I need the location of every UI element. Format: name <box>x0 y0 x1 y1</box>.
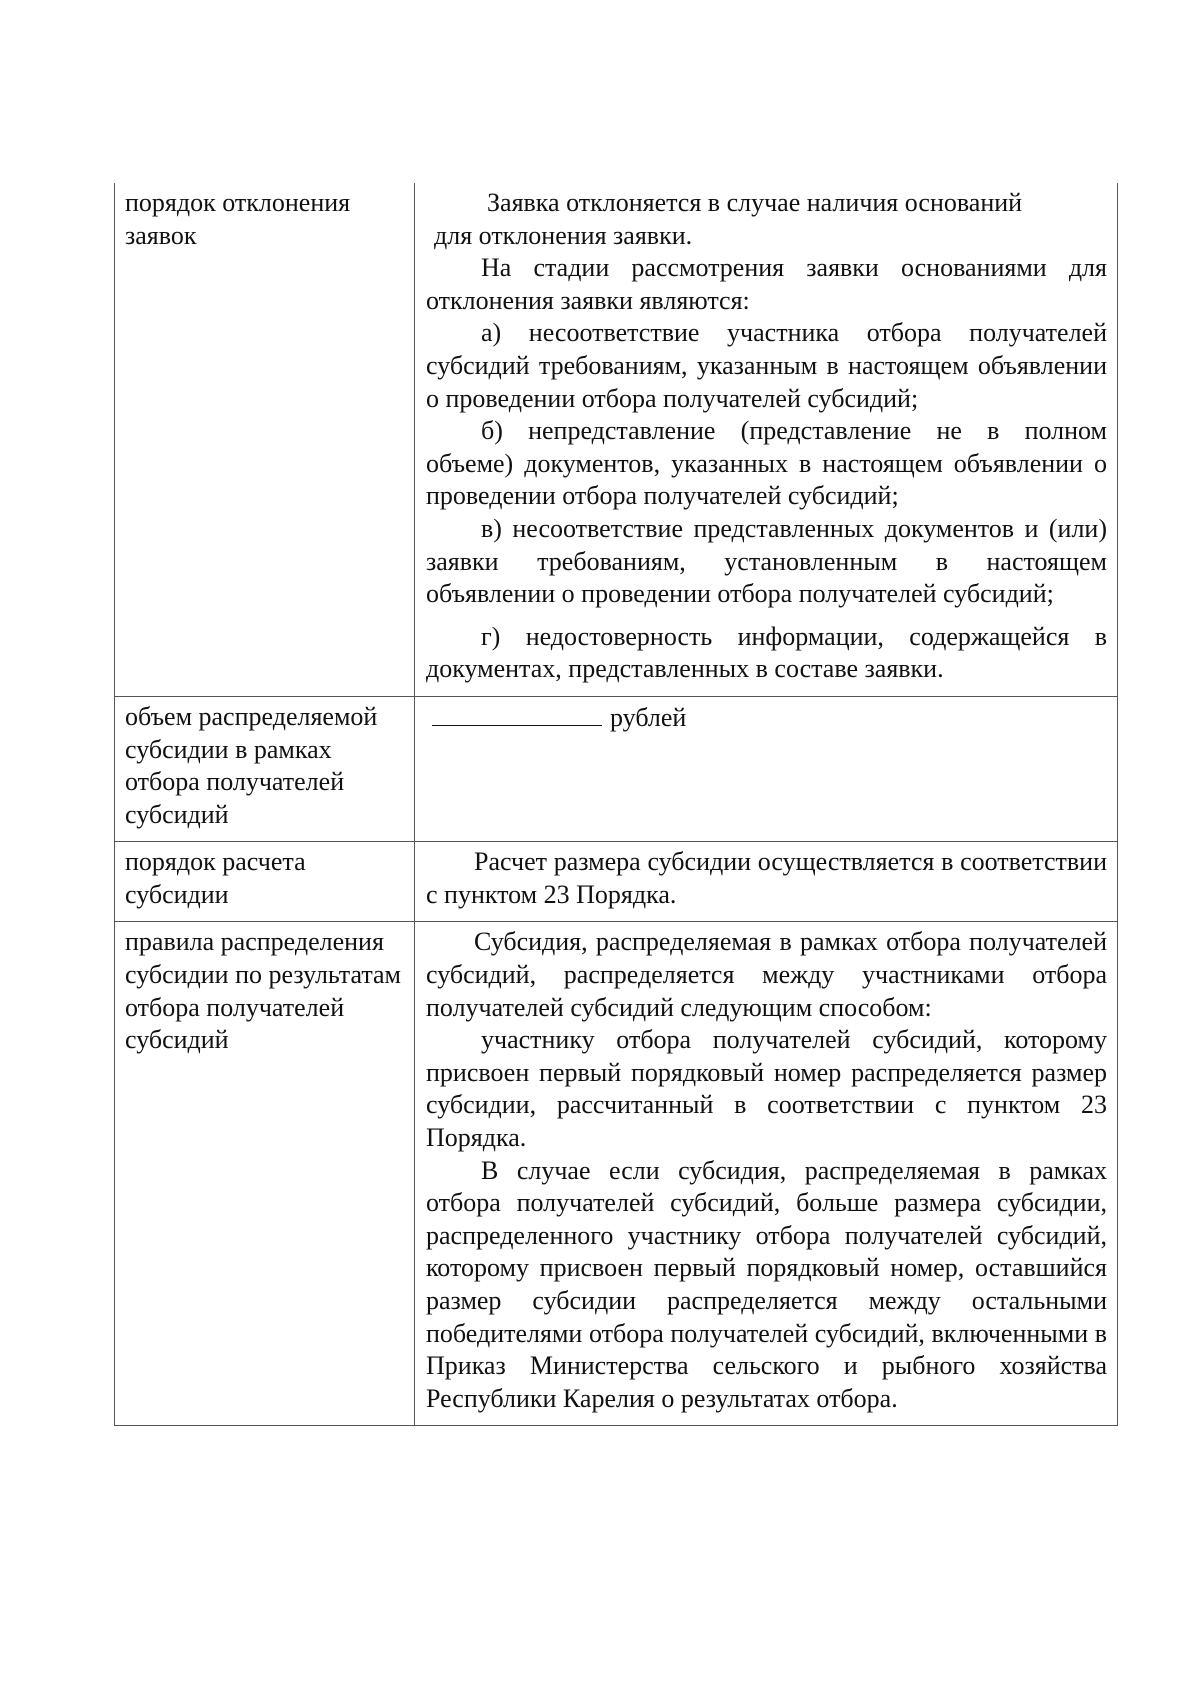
paragraph: На стадии рассмотрения заявки основаниями для отклонения заявки являются: <box>426 253 1107 315</box>
paragraph: Расчет размера субсидии осуществляется в соответствии с пунктом 23 Порядка. <box>426 847 1107 909</box>
row-label: объем распределяемой субсидии в рамках отбора получателей субсидий <box>115 696 415 841</box>
paragraph: б) непредставление (представление не в полном объеме) документов, указанных в настоящем объявлении о проведении отбора получателей субсидий; <box>426 416 1107 511</box>
amount-blank-line <box>432 701 602 726</box>
paragraph: а) несоответствие участника отбора получателей субсидий требованиям, указанным в настоящем объявлении о проведении отбора получателей субсидий; <box>426 318 1107 413</box>
row-content <box>415 842 1118 922</box>
paragraph: г) недостоверность информации, содержащейся в документах, представленных в составе заявки. <box>426 621 1107 684</box>
table-row-distribution <box>115 922 1118 1426</box>
row-label: правила распределения субсидии по результатам отбора получателей субсидий <box>115 922 415 1426</box>
paragraph: для отклонения заявки. <box>434 220 693 250</box>
table-row-calculation <box>115 842 1118 922</box>
paragraph: Заявка отклоняется в случае наличия оснований <box>487 188 1023 217</box>
paragraph: участнику отбора получателей субсидий, которому присвоен первый порядковый номер распределяется размер субсидии, рассчитанный в соответствии с пунктом 23 Порядка. <box>426 1025 1107 1153</box>
amount-unit: рублей <box>610 702 687 732</box>
paragraph: В случае если субсидия, распределяемая в рамках отбора получателей субсидий, больше размера субсидии, распределенного участнику отбора получателей субсидий, которому присвоен первый порядковый номер, оставшийся размер субсидии распределяется между остальными победителями отбора получателей субсидий, включенными в Приказ Министерства сельского и рыбного хозяйства Республики Карелия о результатах отбора. <box>426 1155 1107 1413</box>
table-row-rejection <box>115 183 1118 696</box>
document-table <box>114 183 1118 1426</box>
table-row-volume <box>115 696 1118 841</box>
row-content <box>415 183 1118 696</box>
row-content <box>415 922 1118 1426</box>
row-label: порядок расчета субсидии <box>115 842 415 922</box>
row-content <box>415 696 1118 841</box>
row-label: порядок отклонения заявок <box>115 183 415 696</box>
paragraph: Субсидия, распределяемая в рамках отбора получателей субсидий, распределяется между участниками отбора получателей субсидий следующим способом: <box>426 927 1107 1022</box>
paragraph: в) несоответствие представленных документов и (или) заявки требованиям, установленным в настоящем объявлении о проведении отбора получателей субсидий; <box>426 513 1107 609</box>
